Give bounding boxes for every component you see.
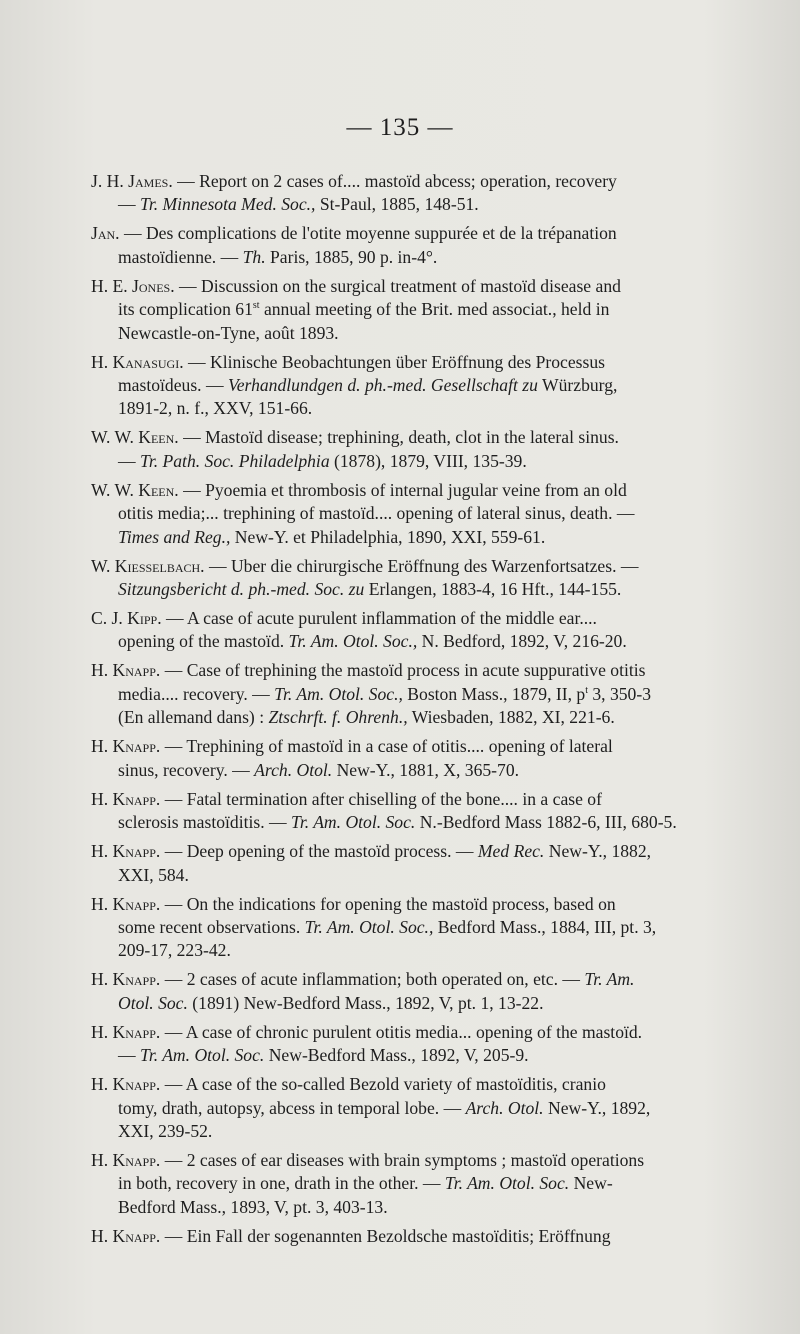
entry-author: H. Knapp.	[91, 893, 161, 914]
entry-text: New-Bedford Mass., 1892, V, 205-9.	[264, 1045, 529, 1066]
entry-author: H. Knapp.	[91, 841, 161, 862]
entry-author: C. J. Kipp.	[91, 608, 162, 629]
entry-line	[91, 246, 741, 269]
bibliography-entry	[91, 426, 741, 473]
entry-line	[91, 526, 741, 549]
entry-text: —	[118, 1045, 140, 1066]
entry-line	[91, 502, 741, 525]
journal-title: Tr. Am. Otol. Soc.,	[288, 631, 418, 652]
entry-line	[91, 223, 617, 243]
entry-text: opening of the mastoïd.	[118, 631, 289, 652]
entry-author: J. H. James.	[91, 171, 173, 191]
entry-line	[91, 427, 619, 447]
entry-text: (1891) New-Bedford Mass., 1892, V, pt. 1, 13-22.	[187, 992, 544, 1013]
entry-text: — Discussion on the surgical treatment of mastoïd disease and	[179, 275, 621, 296]
journal-title: Times and Reg.,	[118, 526, 231, 547]
entry-author: H. Knapp.	[91, 1021, 161, 1042]
entry-line	[91, 789, 602, 809]
entry-text: XXI, 239-52.	[118, 1120, 213, 1141]
entry-line	[91, 608, 597, 628]
entry-text: Bedford Mass., 1893, V, pt. 3, 403-13.	[118, 1196, 388, 1217]
entry-text: its complication 61	[118, 299, 253, 320]
entry-line	[91, 811, 741, 834]
entry-text: mastoïdeus. —	[118, 375, 228, 396]
entry-text: New-	[569, 1173, 613, 1194]
entry-text: Boston Mass., 1879, II, p	[402, 683, 586, 704]
entry-text: Bedford Mass., 1884, III, pt. 3,	[433, 916, 657, 937]
page-number: — 135 —	[346, 114, 454, 141]
entry-line	[91, 1172, 741, 1195]
entry-author: H. Knapp.	[91, 736, 161, 757]
bibliography-entry	[91, 222, 741, 269]
entry-text: 1891-2, n. f., XXV, 151-66.	[118, 398, 313, 419]
journal-title: Otol. Soc.	[118, 992, 188, 1013]
entry-line	[91, 969, 634, 989]
entry-text: — On the indications for opening the mastoïd process, based on	[164, 893, 616, 914]
entry-text: Würzburg,	[537, 375, 618, 396]
entry-text: — Ein Fall der sogenannten Bezoldsche mastoïditis; Eröffnung	[164, 1225, 611, 1246]
entry-line	[91, 706, 741, 729]
entry-author: H. Knapp.	[91, 969, 161, 990]
entry-line	[91, 480, 627, 500]
entry-line	[91, 894, 616, 914]
entry-text: otitis media;... trephining of mastoïd.... opening of lateral sinus, death. —	[118, 503, 635, 524]
entry-text: 209-17, 223-42.	[118, 940, 231, 961]
entry-text: —	[118, 450, 140, 471]
entry-author: H. E. Jones.	[91, 275, 175, 296]
journal-title: Sitzungsbericht d. ph.-med. Soc. zu	[118, 579, 365, 600]
journal-title: Tr. Am.	[584, 969, 635, 990]
journal-title: Verhandlundgen d. ph.-med. Gesellschaft zu	[227, 375, 538, 396]
entry-text: New-Y., 1882,	[544, 841, 652, 862]
entry-text: — A case of chronic purulent otitis media... opening of the mastoïd.	[164, 1021, 643, 1042]
entry-line	[91, 660, 646, 680]
bibliography-entry	[91, 735, 741, 782]
bibliography-entry	[91, 659, 741, 729]
entry-text: — Report on 2 cases of.... mastoïd abcess; operation, recovery	[177, 171, 617, 191]
entry-line	[91, 322, 741, 345]
entry-line	[91, 759, 741, 782]
journal-title: Arch. Otol.	[465, 1097, 544, 1118]
entry-line	[91, 736, 613, 756]
entry-text: sinus, recovery. —	[118, 759, 255, 780]
entry-text: N. Bedford, 1892, V, 216-20.	[417, 631, 627, 652]
entry-author: W. Kiesselbach.	[91, 555, 205, 576]
entry-line	[91, 841, 651, 861]
entry-line	[91, 1150, 644, 1170]
entry-line	[91, 374, 741, 397]
entry-line	[91, 397, 741, 420]
entry-text: Paris, 1885, 90 p. in-4°.	[265, 246, 438, 267]
entry-line	[91, 992, 741, 1015]
entry-line	[91, 1074, 606, 1094]
entry-line	[91, 939, 741, 962]
bibliography-entry	[91, 1149, 741, 1219]
entry-text: N.-Bedford Mass 1882-6, III, 680-5.	[415, 812, 677, 833]
journal-title: Tr. Am. Otol. Soc.	[291, 812, 416, 833]
journal-title: Tr. Am. Otol. Soc.	[140, 1045, 265, 1066]
bibliography-entry	[91, 968, 741, 1015]
entry-line	[91, 450, 741, 473]
entry-text: — Case of trephining the mastoïd process in acute suppurative otitis	[164, 660, 646, 681]
entry-text: — Mastoïd disease; trephining, death, clot in the lateral sinus.	[183, 427, 619, 448]
bibliography-entry	[91, 607, 741, 654]
entry-text: — 2 cases of ear diseases with brain symptoms ; mastoïd operations	[164, 1149, 645, 1170]
journal-title: Arch. Otol.	[254, 759, 333, 780]
entry-text: tomy, drath, autopsy, abcess in temporal lobe. —	[118, 1097, 466, 1118]
entry-text: — Klinische Beobachtungen über Eröffnung des Processus	[188, 351, 605, 372]
entry-author: W. W. Keen.	[91, 479, 179, 500]
entry-text: — A case of the so-called Bezold variety of mastoïditis, cranio	[164, 1074, 606, 1095]
journal-title: Th.	[242, 246, 266, 267]
entry-text: (En allemand dans) :	[118, 707, 269, 728]
bibliography-entry	[91, 840, 741, 887]
bibliography-entry	[91, 893, 741, 963]
bibliography-list	[91, 170, 741, 1254]
entry-line	[91, 276, 621, 296]
entry-text: Wiesbaden, 1882, XI, 221-6.	[407, 707, 615, 728]
entry-text: in both, recovery in one, drath in the other. —	[118, 1173, 445, 1194]
bibliography-entry	[91, 1225, 741, 1248]
bibliography-entry	[91, 479, 741, 549]
bibliography-entry	[91, 555, 741, 602]
entry-text: (1878), 1879, VIII, 135-39.	[329, 450, 527, 471]
entry-text: — A case of acute purulent inflammation of the middle ear....	[166, 608, 597, 629]
entry-line	[91, 1120, 741, 1143]
entry-line	[91, 916, 741, 939]
superscript: st	[252, 300, 260, 312]
entry-text: — Deep opening of the mastoïd process. —	[164, 841, 478, 862]
journal-title: Tr. Path. Soc. Philadelphia	[140, 450, 330, 471]
entry-text: New-Y. et Philadelphia, 1890, XXI, 559-61.	[230, 526, 546, 547]
entry-line	[91, 171, 617, 191]
entry-text: — Des complications de l'otite moyenne suppurée et de la trépanation	[123, 223, 617, 244]
entry-line	[91, 630, 741, 653]
journal-title: Tr. Am. Otol. Soc.	[444, 1173, 570, 1194]
entry-author: H. Knapp.	[91, 1225, 161, 1246]
bibliography-entry	[91, 1021, 741, 1068]
entry-line	[91, 1022, 642, 1042]
entry-author: H. Knapp.	[91, 788, 161, 809]
bibliography-entry	[91, 275, 741, 345]
bibliography-entry	[91, 1073, 741, 1143]
entry-text: St-Paul, 1885, 148-51.	[315, 194, 479, 215]
entry-text: — Uber die chirurgische Eröffnung des Warzenfortsatzes. —	[208, 555, 639, 576]
entry-text: Erlangen, 1883-4, 16 Hft., 144-155.	[364, 579, 622, 600]
journal-title: Ztschrft. f. Ohrenh.,	[268, 707, 408, 728]
entry-line	[91, 193, 741, 216]
entry-line	[91, 1226, 611, 1246]
entry-line	[91, 298, 741, 321]
journal-title: Med Rec.	[477, 841, 545, 862]
bibliography-entry	[91, 788, 741, 835]
entry-line	[91, 1196, 741, 1219]
journal-title: Tr. Am. Otol. Soc.,	[274, 683, 403, 704]
entry-author: H. Knapp.	[91, 1149, 161, 1170]
bibliography-entry	[91, 170, 741, 217]
entry-line	[91, 556, 638, 576]
entry-text: New-Y., 1881, X, 365-70.	[332, 759, 520, 780]
entry-text: sclerosis mastoïditis. —	[118, 812, 291, 833]
entry-line	[91, 1044, 741, 1067]
entry-text: — Pyoemia et thrombosis of internal jugular veine from an old	[183, 479, 627, 500]
entry-line	[91, 578, 741, 601]
entry-text: — 2 cases of acute inflammation; both operated on, etc. —	[164, 969, 585, 990]
entry-author: Jan.	[91, 223, 120, 244]
entry-text: XXI, 584.	[118, 864, 189, 885]
entry-text: media.... recovery. —	[118, 683, 275, 704]
bibliography-entry	[91, 351, 741, 421]
entry-text: New-Y., 1892,	[543, 1097, 651, 1118]
entry-line	[91, 352, 605, 372]
entry-text: mastoïdienne. —	[118, 246, 243, 267]
entry-author: H. Kanasugi.	[91, 351, 184, 372]
entry-text: — Trephining of mastoïd in a case of otitis.... opening of lateral	[164, 736, 613, 757]
entry-text: annual meeting of the Brit. med associat., held in	[259, 299, 610, 320]
entry-text: —	[118, 194, 140, 215]
journal-title: Tr. Am. Otol. Soc.,	[304, 916, 434, 937]
entry-line	[91, 864, 741, 887]
entry-author: W. W. Keen.	[91, 427, 179, 448]
entry-line	[91, 683, 741, 706]
entry-text: 3, 350-3	[587, 683, 652, 704]
entry-text: — Fatal termination after chiselling of the bone.... in a case of	[164, 788, 602, 809]
superscript: t	[585, 685, 588, 697]
journal-title: Tr. Minnesota Med. Soc.,	[140, 194, 316, 215]
entry-text: some recent observations.	[118, 916, 305, 937]
entry-line	[91, 1097, 741, 1120]
entry-text: Newcastle-on-Tyne, août 1893.	[118, 322, 339, 343]
entry-author: H. Knapp.	[91, 660, 161, 681]
entry-author: H. Knapp.	[91, 1074, 161, 1095]
